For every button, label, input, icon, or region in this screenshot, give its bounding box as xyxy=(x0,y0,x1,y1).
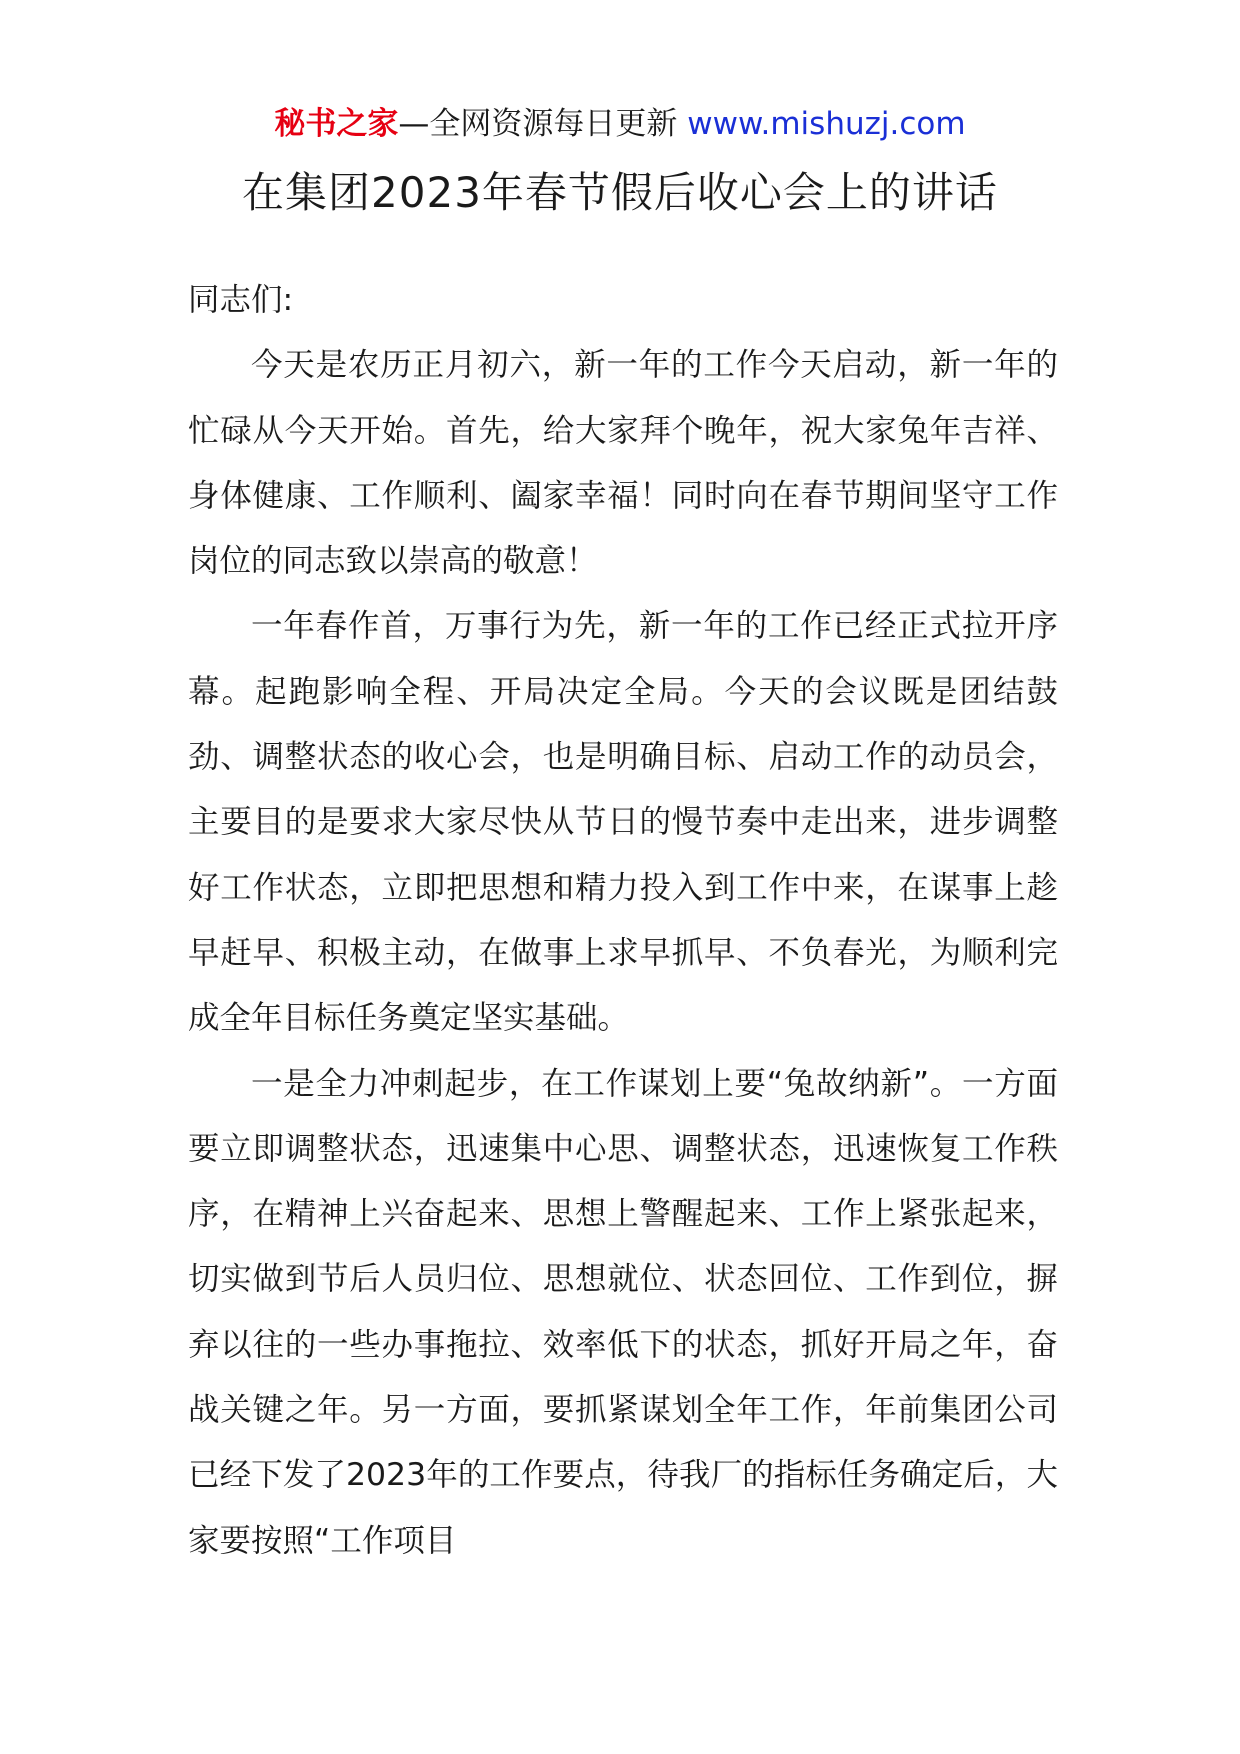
document-body xyxy=(188,268,1058,1574)
paragraph-2: 一年春作首，万事行为先，新一年的工作已经正式拉开序幕。起跑影响全程、开局决定全局。今天的会议既是团结鼓劲、调整状态的收心会，也是明确目标、启动工作的动员会，主要目的是要求大家尽快从节日的慢节奏中走出来，进步调整好工作状态，立即把思想和精力投入到工作中来，在谋事上趁早赶早、积极主动，在做事上求早抓早、不负春光，为顺利完成全年目标任务奠定坚实基础。 xyxy=(188,608,1058,1037)
paragraph-3: 一是全力冲刺起步，在工作谋划上要“兔故纳新”。一方面要立即调整状态，迅速集中心思、调整状态，迅速恢复工作秩序，在精神上兴奋起来、思想上警醒起来、工作上紧张起来，切实做到节后人员归位、思想就位、状态回位、工作到位，摒弃以往的一些办事拖拉、效率低下的状态，抓好开局之年，奋战关键之年。另一方面，要抓紧谋划全年工作，年前集团公司已经下发了2023年的工作要点，待我厂的指标任务确定后，大家要按照“工作项目 xyxy=(188,1065,1058,1559)
brand-name: 秘书之家 xyxy=(274,106,399,142)
site-url-link[interactable]: www.mishuzj.com xyxy=(687,106,966,142)
header-tagline: —全网资源每日更新 xyxy=(398,106,688,142)
salutation: 同志们: xyxy=(188,282,294,318)
site-header xyxy=(0,102,1240,146)
document-title: 在集团2023年春节假后收心会上的讲话 xyxy=(242,168,998,217)
paragraph-1: 今天是农历正月初六，新一年的工作今天启动，新一年的忙碌从今天开始。首先，给大家拜个晚年，祝大家兔年吉祥、身体健康、工作顺利、阖家幸福！同时向在春节期间坚守工作岗位的同志致以崇高的敬意！ xyxy=(188,347,1058,580)
